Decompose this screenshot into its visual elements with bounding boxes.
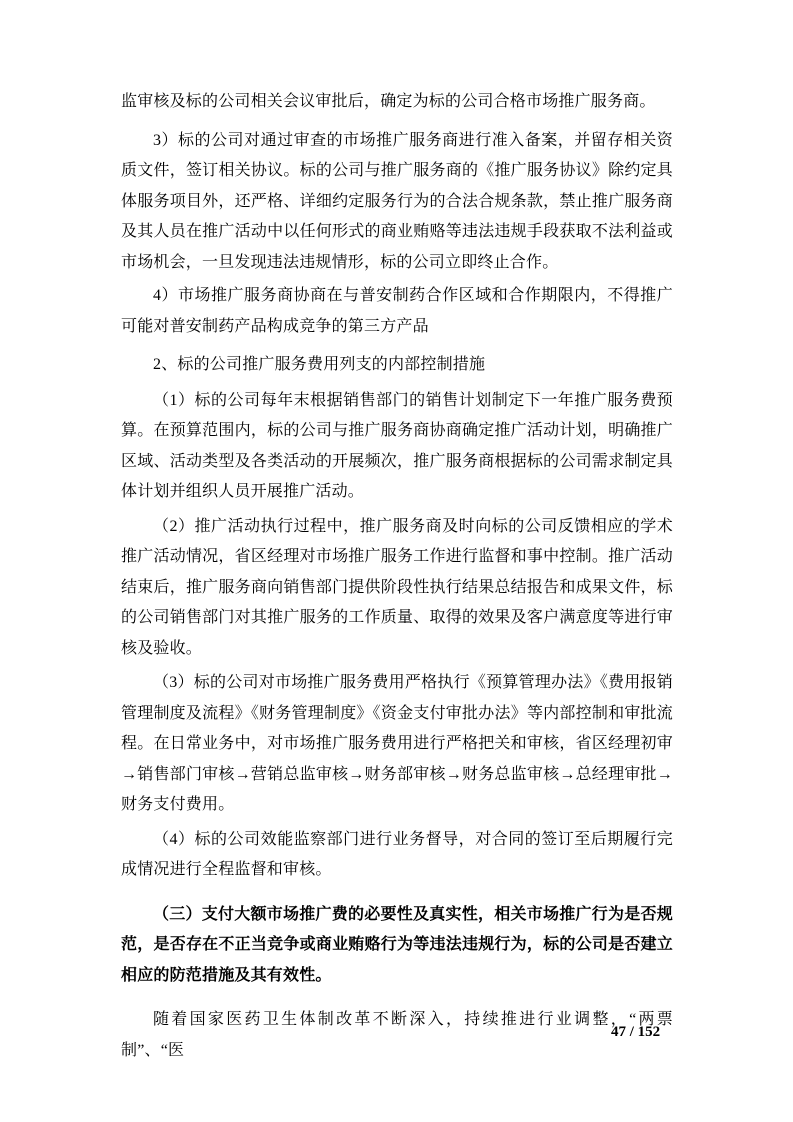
heading-section-3-bold: （三）支付大额市场推广费的必要性及真实性，相关市场推广行为是否规范，是否存在不正当竞争或商业贿赂行为等违法违规行为，标的公司是否建立相应的防范措施及其有效性。: [121, 905, 673, 984]
paragraph-measure-3: （3）标的公司对市场推广服务费用严格执行《预算管理办法》《费用报销管理制度及流程》《财务管理制度》《资金支付审批办法》等内部控制和审批流程。在日常业务中，对市场推广服务费用进行严格把关和审核，省区经理初审→销售部门审核→营销总监审核→财务部审核→财务总监审核→总经理审批→财务支付费用。: [121, 674, 673, 813]
paragraph-item-4: 4）市场推广服务商协商在与普安制药合作区域和合作期限内，不得推广可能对普安制药产品构成竞争的第三方产品: [121, 287, 673, 335]
paragraph-measure-2: （2）推广活动执行过程中，推广服务商及时向标的公司反馈相应的学术推广活动情况，省区经理对市场推广服务工作进行监督和事中控制。推广活动结束后，推广服务商向销售部门提供阶段性执行结果总结报告和成果文件，标的公司销售部门对其推广服务的工作质量、取得的效果及客户满意度等进行审核及验收。: [121, 517, 673, 657]
page-number: 47 / 152: [611, 1024, 661, 1040]
paragraph-measure-4: （4）标的公司效能监察部门进行业务督导，对合同的签订至后期履行完成情况进行全程监督和审核。: [121, 830, 673, 878]
paragraph-measure-1: （1）标的公司每年末根据销售部门的销售计划制定下一年推广服务费预算。在预算范围内，标的公司与推广服务商协商确定推广活动计划，明确推广区域、活动类型及各类活动的开展频次，推广服务商根据标的公司需求制定具体计划并组织人员开展推广活动。: [121, 391, 673, 500]
paragraph-item-3: 3）标的公司对通过审查的市场推广服务商进行准入备案，并留存相关资质文件，签订相关协议。标的公司与推广服务商的《推广服务协议》除约定具体服务项目外，还严格、详细约定服务行为的合法合规条款，禁止推广服务商及其人员在推广活动中以任何形式的商业贿赂等违法违规手段获取不法利益或市场机会，一旦发现违法违规情形，标的公司立即终止合作。: [121, 131, 673, 271]
paragraph-closing: 随着国家医药卫生体制改革不断深入，持续推进行业调整，“两票制”、“医: [121, 1011, 673, 1059]
page-body: [121, 87, 673, 1066]
heading-section-2: 2、标的公司推广服务费用列支的内部控制措施: [153, 356, 486, 373]
paragraph-continuation: 监审核及标的公司相关会议审批后，确定为标的公司合格市场推广服务商。: [121, 93, 656, 110]
